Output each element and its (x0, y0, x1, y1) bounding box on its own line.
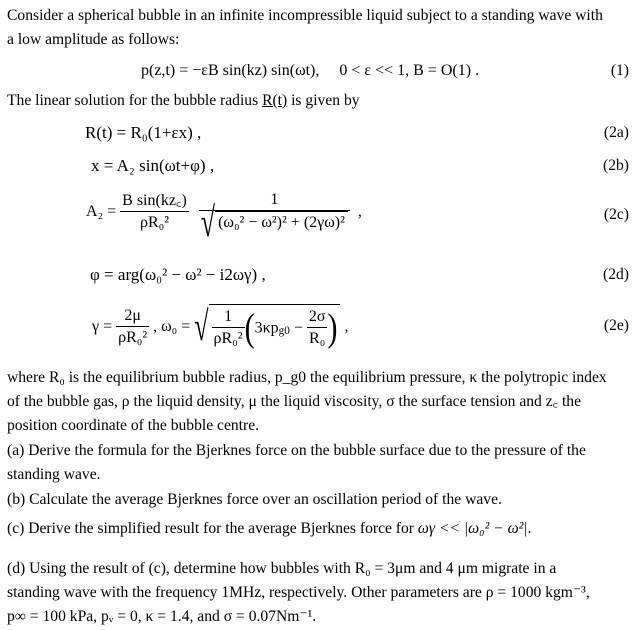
equation-2e-tail: , (344, 318, 349, 335)
left-paren: ( (244, 306, 255, 350)
equation-2c-denominator-1: ρR₀² (139, 213, 169, 231)
equation-2a-number: (2a) (603, 124, 629, 141)
omega-radicand (209, 304, 341, 350)
question-d-line-1: (d) Using the result of (c), determine how bubbles with R₀ = 3μm and 4 μm migrate in a (7, 560, 557, 577)
linear-intro-after: is given by (287, 92, 360, 109)
equation-2a: R(t) = R₀(1+εx) , (85, 123, 202, 142)
sigma-numerator: 2σ (307, 307, 328, 328)
radius-symbol: R(t) (262, 92, 288, 109)
question-b: (b) Calculate the average Bjerknes force over an oscillation period of the wave. (7, 491, 502, 508)
equation-2c-numerator-1: B sin(kz꜀) (120, 191, 189, 212)
equation-2b: x = A₂ sin(ωt+φ) , (91, 156, 215, 175)
omega-inner-fraction (212, 307, 245, 350)
question-a-line-1: (a) Derive the formula for the Bjerknes force on the bubble surface due to the pressure of the (7, 442, 586, 459)
equation-2e (92, 304, 348, 350)
question-c (7, 519, 531, 539)
gamma-lhs: γ = (92, 318, 113, 335)
equation-2c-numerator-2: 1 (199, 190, 350, 211)
right-paren: ) (327, 306, 338, 350)
question-c-condition: ωγ << |ω₀² − ω²| (417, 520, 528, 537)
question-d-line-2: standing wave with the frequency 1MHz, respectively. Other parameters are ρ = 1000 kgm⁻³, (7, 584, 590, 601)
equation-2c (86, 190, 362, 245)
omega-inner-denominator: ρR₀² (213, 330, 243, 347)
linear-intro-before: The linear solution for the bubble radius (7, 92, 263, 109)
omega-inner-term-a: 3κp (254, 319, 279, 337)
equation-1-condition: 0 < ε << 1, B = O(1) . (339, 62, 480, 79)
intro-line-2: a low amplitude as follows: (7, 31, 180, 48)
equation-2c-lhs: A₂ = (86, 203, 117, 220)
sqrt-sign: √ (194, 303, 209, 350)
where-line-3: position coordinate of the bubble centre. (7, 417, 260, 434)
equation-2b-number: (2b) (603, 157, 629, 174)
where-line-1: where R₀ is the equilibrium bubble radius, p_g0 the equilibrium pressure, κ the polytropic index (7, 369, 607, 386)
equation-2c-denominator-2 (199, 198, 350, 245)
equation-2c-number: (2c) (603, 206, 629, 223)
equation-2d-number: (2d) (603, 266, 629, 283)
equation-2d: φ = arg(ω₀² − ω² − i2ωγ) , (90, 265, 266, 284)
equation-1-lhs: p(z,t) = −εB sin(kz) sin(ωt), (141, 62, 320, 79)
omega-inner-minus: − (289, 319, 307, 337)
intro-line-1: Consider a spherical bubble in an infinite incompressible liquid subject to a standing wave with (7, 7, 603, 24)
gamma-numerator: 2μ (116, 306, 149, 327)
sigma-fraction (307, 307, 328, 350)
where-line-2: of the bubble gas, ρ the liquid density, μ the liquid viscosity, σ the surface tension and z꜀ the (7, 393, 582, 410)
equation-2e-number: (2e) (603, 317, 629, 334)
equation-1-number: (1) (610, 62, 629, 79)
omega-lhs: , ω₀ = (153, 318, 191, 335)
equation-2c-radicand: (ω₀² − ω²)² + (2γω)² (215, 211, 348, 234)
equation-1 (141, 61, 479, 81)
equation-2c-fraction-1 (120, 191, 189, 234)
question-d-line-3: p∞ = 100 kPa, pᵥ = 0, κ = 1.4, and σ = 0.07Nm⁻¹. (7, 608, 317, 625)
gamma-fraction (116, 306, 149, 349)
equation-2c-tail: , (357, 203, 362, 220)
question-a-line-2: standing wave. (7, 466, 101, 483)
sqrt-sign: √ (200, 198, 216, 245)
omega-inner-subscript: g0 (278, 325, 290, 338)
gamma-denominator: ρR₀² (118, 328, 148, 346)
omega-inner-numerator: 1 (212, 307, 245, 328)
question-c-text: (c) Derive the simplified result for the average Bjerknes force for (7, 520, 418, 537)
sigma-denominator: R₀ (309, 330, 326, 347)
question-c-tail: . (527, 520, 532, 537)
linear-solution-intro (7, 91, 360, 111)
equation-2c-fraction-2 (199, 190, 350, 245)
